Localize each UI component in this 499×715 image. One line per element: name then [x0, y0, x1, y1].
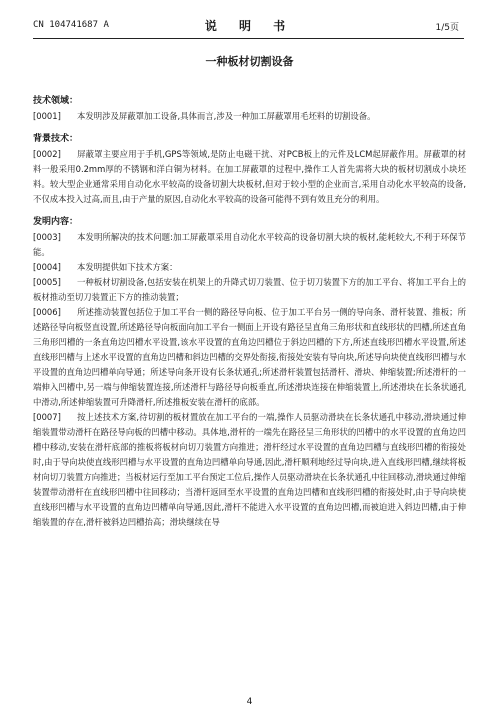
paragraph-text: 一种板材切割设备,包括安装在机架上的升降式切刀装置、位于切刀装置下方的加工平台、将加工平台上的板材推动至切刀装置正下方的推动装置；	[33, 277, 466, 302]
page-number: 4	[246, 697, 253, 707]
background-heading: 背景技术：	[33, 134, 79, 144]
paragraph-0005	[33, 275, 466, 305]
doc-title: 一种板材切割设备	[205, 55, 294, 68]
paragraph-text: 本发明所解决的技术问题:加工屏蔽罩采用自动化水平较高的设备切割大块的板材,能耗较大,不利于环保节能。	[33, 232, 466, 257]
page-info: 1/5页	[435, 23, 459, 33]
paragraph-text: 屏蔽罩主要应用于手机,GPS等领域,是防止电磁干扰、对PCB板上的元件及LCM起屏蔽作用。屏蔽罩的材料一般采用0.2mm厚的不锈钢和洋白铜为材料。在加工屏蔽罩的过程中,操作工人首先需将大块的板材切割成小块坯料。较大型企业通常采用自动化水平较高的设备切割大块板材,但对于较小型的企业而言,采用自动化水平较高的设备,不仅成本投入过高,而且,由于产量的原因,自动化水平较高的设备可能得不到有效且充分的利用。	[33, 149, 466, 204]
doc-type: 说 明 书	[204, 19, 295, 33]
paragraph-number: [0005]	[33, 277, 61, 287]
tech-field-heading: 技术领域：	[33, 96, 79, 106]
paragraph-text: 按上述技术方案,待切割的板材置放在加工平台的一端,操作人员驱动滑块在长条状通孔中移动,滑块通过伸缩装置带动滑杆在路径导向板的凹槽中移动。具体地,滑杆的一端先在路径呈三角形状的凹槽中的水平设置的直角边凹槽中移动,安装在滑杆底部的推板将板材向切刀装置方向推进；滑杆经过水平设置的直角边凹槽与直线形凹槽的衔接处时,由于导向块使直线形凹槽与水平设置的直角边凹槽单向导通,因此,滑杆顺利地经过导向块,进入直线形凹槽,继续将板材向切刀装置方向推进；当板材运行至加工平台预定工位后,操作人员驱动滑块在长条状通孔中往回移动,滑块通过伸缩装置带动滑杆在直线形凹槽中往回移动；当滑杆返回至水平设置的直角边凹槽和直线形凹槽的衔接处时,由于导向块使直线形凹槽与水平设置的直角边凹槽单向导通,因此,滑杆不能进入水平设置的直角边凹槽,而被迫进入斜边凹槽,由于伸缩装置的存在,滑杆被斜边凹槽抬高；滑块继续在导	[33, 412, 466, 527]
doc-number: CN 104741687 A	[33, 20, 109, 30]
paragraph-number: [0007]	[33, 412, 61, 422]
paragraph-text: 本发明涉及屏蔽罩加工设备,具体而言,涉及一种加工屏蔽罩用毛坯料的切割设备。	[77, 111, 376, 121]
paragraph-text: 本发明提供如下技术方案：	[77, 262, 178, 272]
paragraph-number: [0006]	[33, 307, 61, 317]
paragraph-0001	[33, 109, 466, 124]
paragraph-0004	[33, 260, 466, 275]
paragraph-0007	[33, 410, 466, 530]
paragraph-number: [0001]	[33, 111, 61, 121]
paragraph-text: 所述推动装置包括位于加工平台一侧的路径导向板、位于加工平台另一侧的导向条、滑杆装置、推板；所述路径导向板竖直设置,所述路径导向板面向加工平台一侧面上开设有路径呈直角三角形状和直线形状的凹槽,所述直角三角形凹槽的一条直角边凹槽水平设置,该水平设置的直角边凹槽位于斜边凹槽的下方,所述直线形凹槽水平设置,所述直线形凹槽与上述水平设置的直角边凹槽和斜边凹槽的交界处衔接,衔接处安装有导向块,所述导向块使直线形凹槽与水平设置的直角边凹槽单向导通；所述导向条开设有长条状通孔;所述滑杆装置包括滑杆、滑块、伸缩装置;所述滑杆的一端伸入凹槽中,另一端与伸缩装置连接,所述滑杆与路径导向板垂直,所述滑块连接在伸缩装置上,所述滑块在长条状通孔中滑动,所述伸缩装置可升降滑杆,所述推板安装在滑杆的底部。	[33, 307, 466, 407]
paragraph-number: [0004]	[33, 262, 61, 272]
header-rule	[33, 38, 464, 39]
paragraph-number: [0002]	[33, 149, 61, 159]
paragraph-0003	[33, 230, 466, 260]
paragraph-0002	[33, 147, 466, 207]
paragraph-0006	[33, 305, 466, 410]
summary-heading: 发明内容：	[33, 217, 79, 227]
doc-body	[33, 94, 466, 530]
paragraph-number: [0003]	[33, 232, 61, 242]
